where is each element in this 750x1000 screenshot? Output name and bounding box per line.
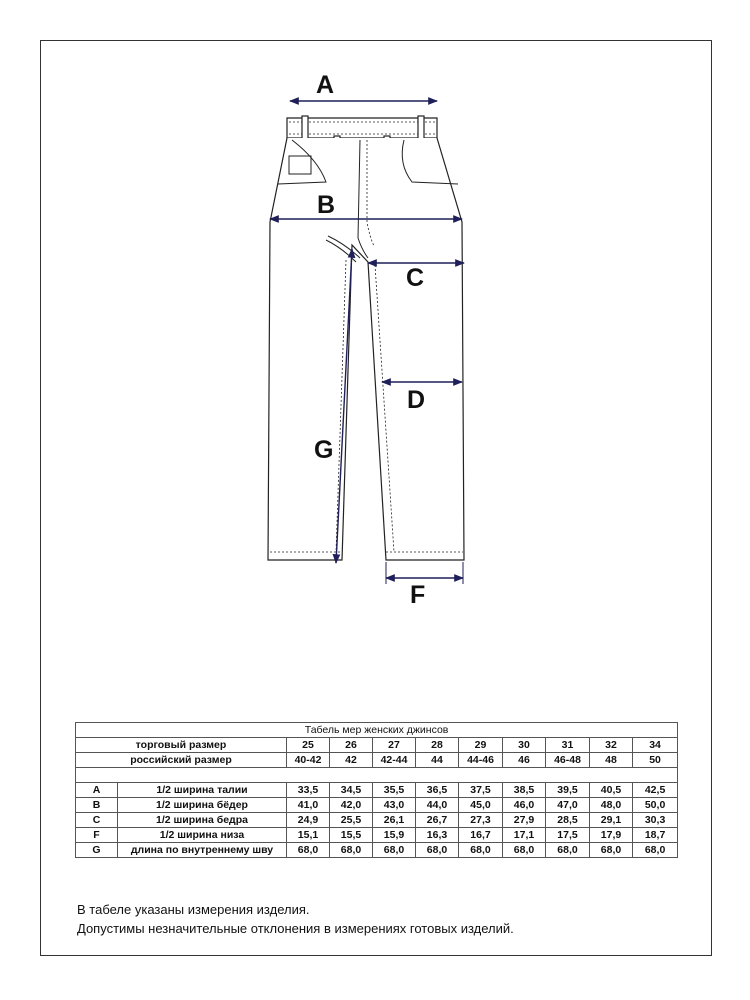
- row-name: 1/2 ширина бёдер: [118, 798, 287, 813]
- value-cell: 68,0: [416, 843, 459, 858]
- ru-size-cell: 48: [590, 753, 633, 768]
- value-cell: 38,5: [503, 783, 546, 798]
- trade-size-cell: 34: [633, 738, 678, 753]
- value-cell: 44,0: [416, 798, 459, 813]
- value-cell: 27,9: [503, 813, 546, 828]
- value-cell: 34,5: [330, 783, 373, 798]
- ru-size-cell: 44-46: [459, 753, 503, 768]
- value-cell: 42,0: [330, 798, 373, 813]
- ru-size-cell: 50: [633, 753, 678, 768]
- row-code: B: [76, 798, 118, 813]
- value-cell: 18,7: [633, 828, 678, 843]
- value-cell: 15,5: [330, 828, 373, 843]
- table-title: Табель мер женских джинсов: [76, 723, 678, 738]
- value-cell: 17,9: [590, 828, 633, 843]
- row-name: 1/2 ширина низа: [118, 828, 287, 843]
- note-measurements: В табеле указаны измерения изделия.: [77, 902, 310, 917]
- trade-size-cell: 29: [459, 738, 503, 753]
- value-cell: 68,0: [287, 843, 330, 858]
- trade-size-cell: 25: [287, 738, 330, 753]
- ru-size-cell: 42-44: [373, 753, 416, 768]
- label-b: B: [317, 191, 336, 219]
- trade-size-label: торговый размер: [76, 738, 287, 753]
- jeans-outline: [268, 116, 464, 560]
- value-cell: 35,5: [373, 783, 416, 798]
- value-cell: 45,0: [459, 798, 503, 813]
- label-a: A: [316, 71, 335, 99]
- ru-size-cell: 44: [416, 753, 459, 768]
- ru-size-cell: 46: [503, 753, 546, 768]
- note-tolerance: Допустимы незначительные отклонения в измерениях готовых изделий.: [77, 921, 514, 936]
- label-f: F: [410, 581, 426, 609]
- row-code: G: [76, 843, 118, 858]
- value-cell: 29,1: [590, 813, 633, 828]
- label-c: C: [406, 264, 425, 292]
- value-cell: 27,3: [459, 813, 503, 828]
- trade-size-row: [76, 738, 678, 753]
- value-cell: 26,7: [416, 813, 459, 828]
- value-cell: 26,1: [373, 813, 416, 828]
- size-chart-table: [75, 722, 678, 858]
- value-cell: 47,0: [546, 798, 590, 813]
- table-row: [76, 828, 678, 843]
- trade-size-cell: 30: [503, 738, 546, 753]
- table-row: [76, 783, 678, 798]
- value-cell: 46,0: [503, 798, 546, 813]
- value-cell: 28,5: [546, 813, 590, 828]
- table-row: [76, 798, 678, 813]
- value-cell: 43,0: [373, 798, 416, 813]
- value-cell: 41,0: [287, 798, 330, 813]
- row-code: C: [76, 813, 118, 828]
- value-cell: 16,7: [459, 828, 503, 843]
- row-name: 1/2 ширина талии: [118, 783, 287, 798]
- value-cell: 37,5: [459, 783, 503, 798]
- value-cell: 48,0: [590, 798, 633, 813]
- value-cell: 40,5: [590, 783, 633, 798]
- ru-size-cell: 40-42: [287, 753, 330, 768]
- value-cell: 15,1: [287, 828, 330, 843]
- trade-size-cell: 26: [330, 738, 373, 753]
- value-cell: 68,0: [590, 843, 633, 858]
- value-cell: 36,5: [416, 783, 459, 798]
- value-cell: 68,0: [633, 843, 678, 858]
- row-name: длина по внутреннему шву: [118, 843, 287, 858]
- table-row: [76, 843, 678, 858]
- trade-size-cell: 31: [546, 738, 590, 753]
- value-cell: 33,5: [287, 783, 330, 798]
- value-cell: 68,0: [503, 843, 546, 858]
- value-cell: 15,9: [373, 828, 416, 843]
- value-cell: 17,5: [546, 828, 590, 843]
- ru-size-label: российский размер: [76, 753, 287, 768]
- table-title-row: [76, 723, 678, 738]
- value-cell: 24,9: [287, 813, 330, 828]
- value-cell: 42,5: [633, 783, 678, 798]
- value-cell: 16,3: [416, 828, 459, 843]
- ru-size-cell: 46-48: [546, 753, 590, 768]
- ru-size-cell: 42: [330, 753, 373, 768]
- value-cell: 68,0: [546, 843, 590, 858]
- trade-size-cell: 28: [416, 738, 459, 753]
- label-g: G: [314, 436, 334, 464]
- value-cell: 68,0: [459, 843, 503, 858]
- label-d: D: [407, 386, 426, 414]
- value-cell: 25,5: [330, 813, 373, 828]
- row-code: A: [76, 783, 118, 798]
- value-cell: 30,3: [633, 813, 678, 828]
- value-cell: 17,1: [503, 828, 546, 843]
- value-cell: 68,0: [330, 843, 373, 858]
- value-cell: 39,5: [546, 783, 590, 798]
- trade-size-cell: 32: [590, 738, 633, 753]
- table-row: [76, 813, 678, 828]
- row-code: F: [76, 828, 118, 843]
- row-name: 1/2 ширина бедра: [118, 813, 287, 828]
- value-cell: 68,0: [373, 843, 416, 858]
- value-cell: 50,0: [633, 798, 678, 813]
- ru-size-row: [76, 753, 678, 768]
- trade-size-cell: 27: [373, 738, 416, 753]
- table-spacer-row: [76, 768, 678, 783]
